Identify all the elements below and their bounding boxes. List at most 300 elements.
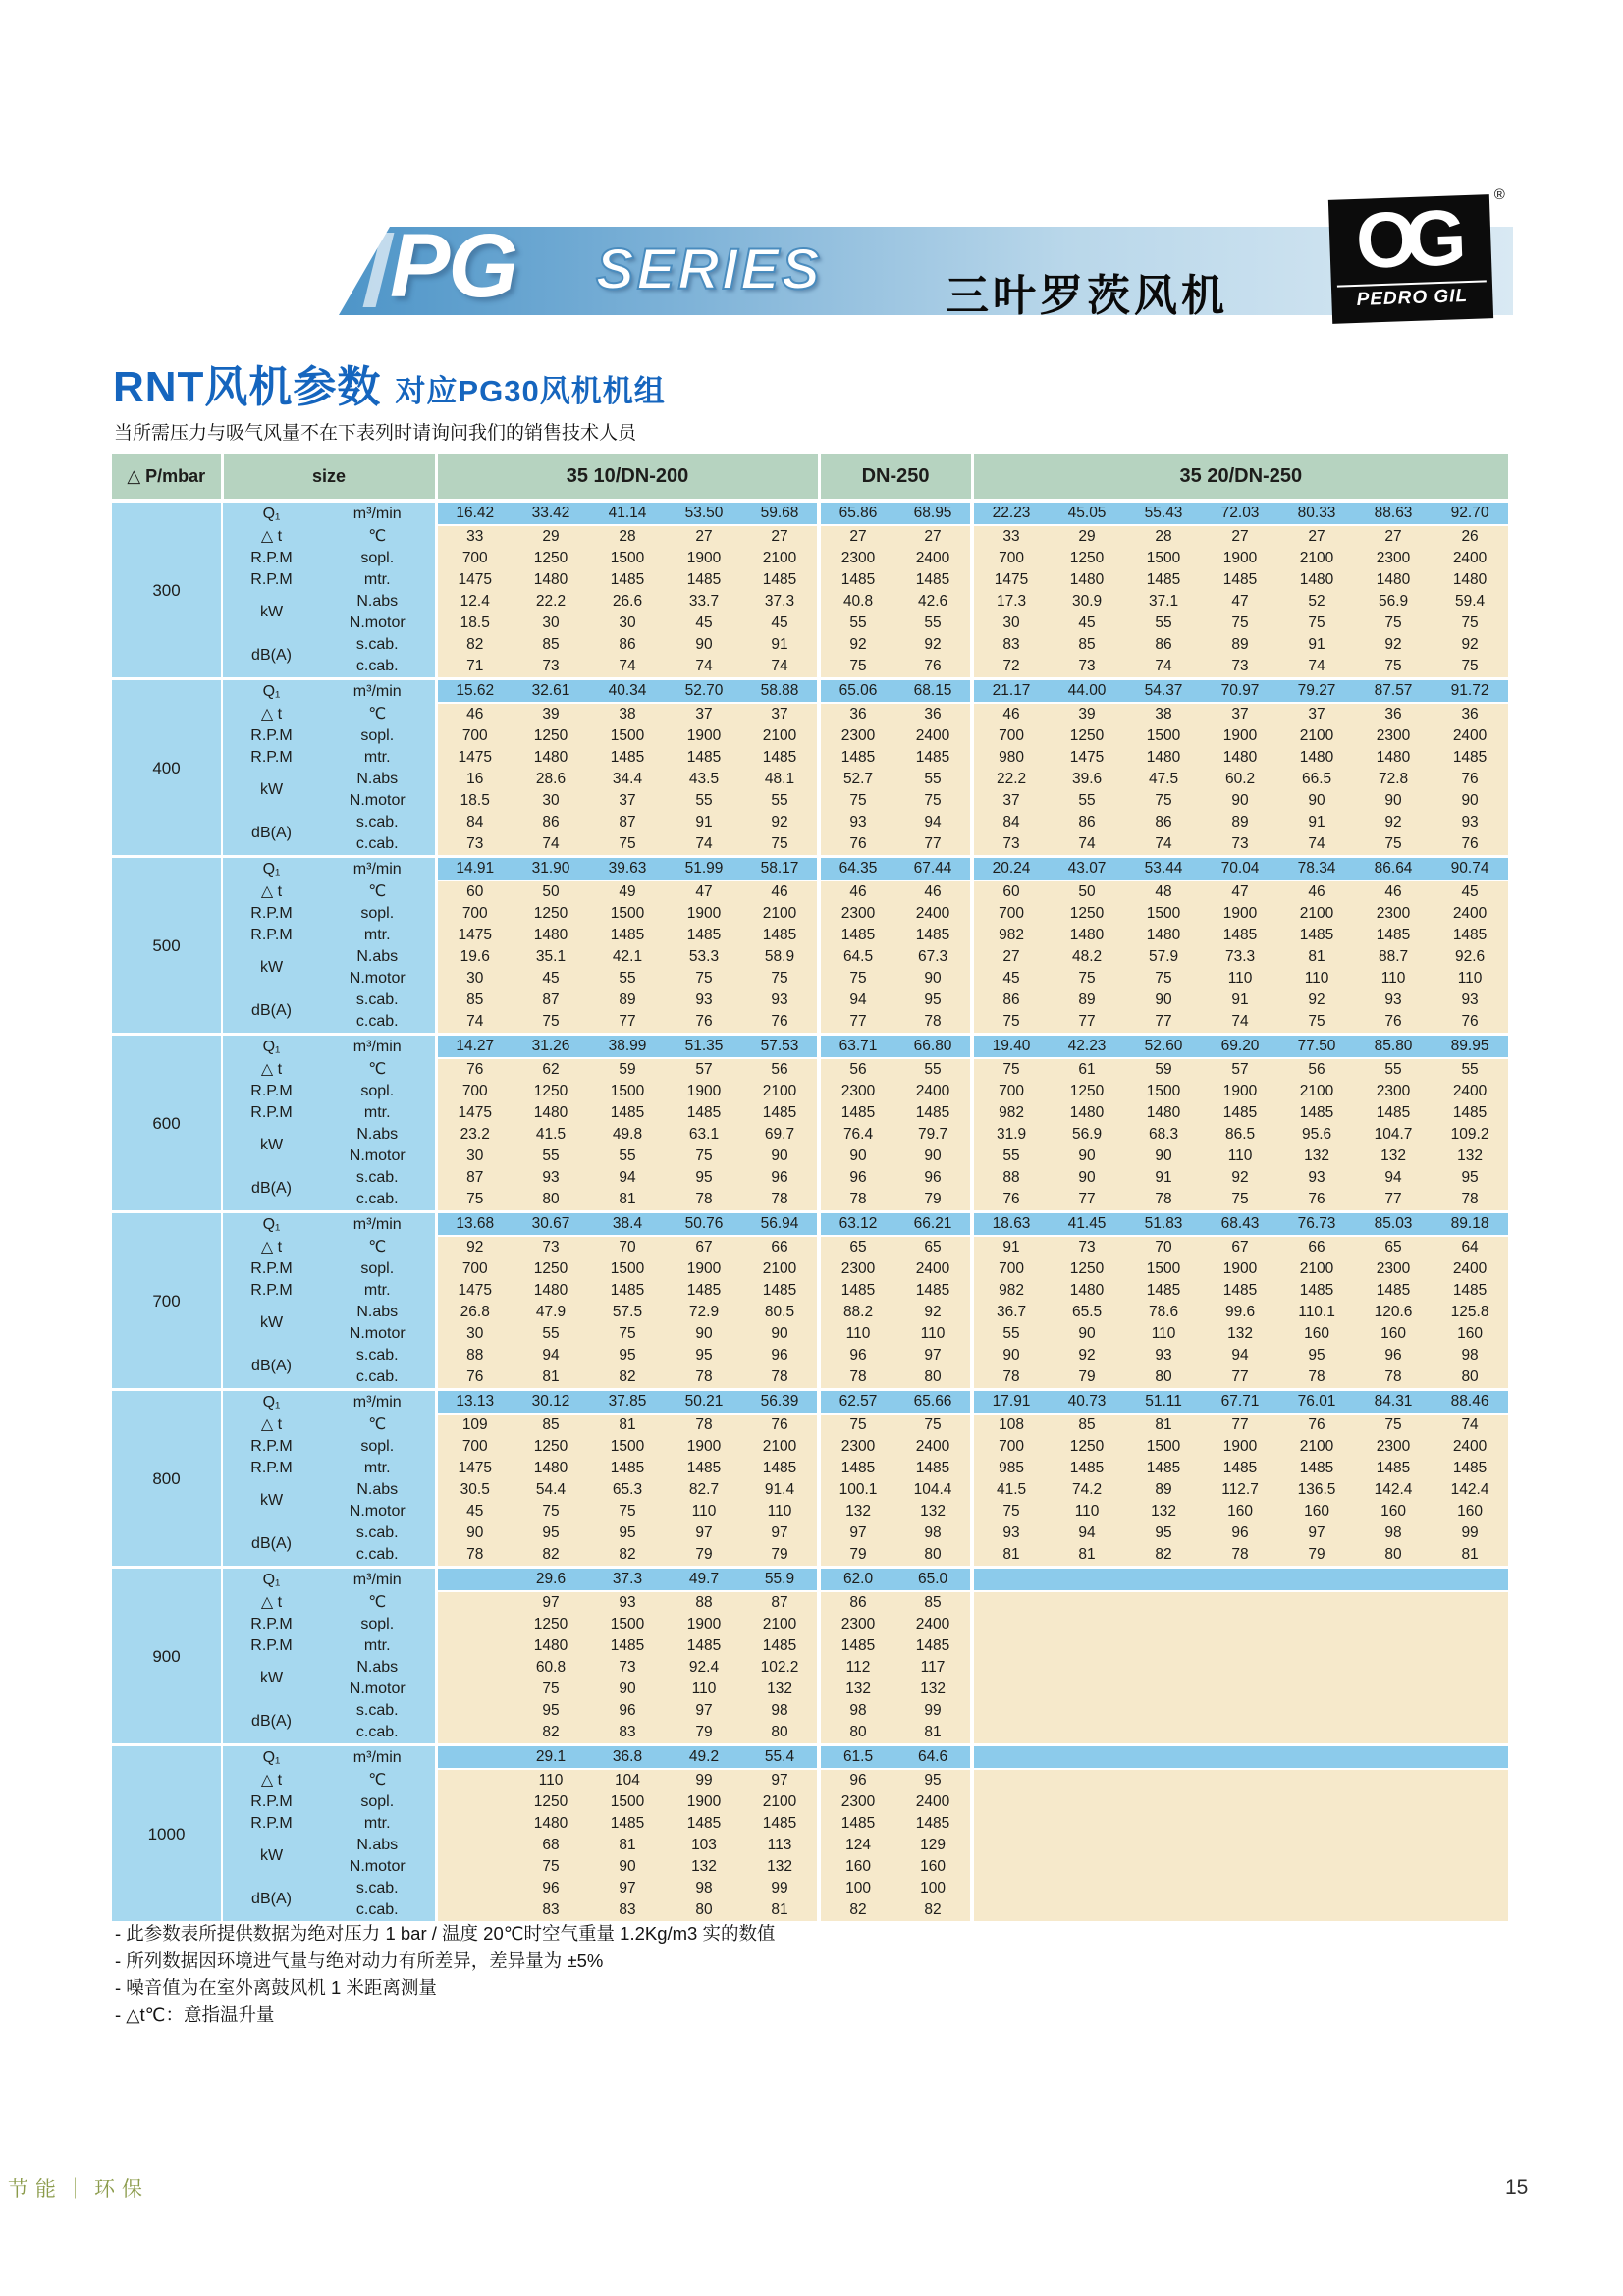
data-cell: 27 <box>1202 525 1278 548</box>
data-cell: 1250 <box>1049 1436 1125 1458</box>
data-cell: 31.9 <box>972 1124 1049 1146</box>
data-cell: 2100 <box>742 1791 819 1813</box>
data-cell: 46 <box>895 881 972 903</box>
data-cell: 985 <box>972 1458 1049 1479</box>
data-cell: 49.8 <box>589 1124 666 1146</box>
data-cell: 1480 <box>1355 569 1432 591</box>
data-cell: 980 <box>972 747 1049 769</box>
q1-cell: 90.74 <box>1432 857 1508 881</box>
data-cell: 73 <box>589 1657 666 1679</box>
param-label: R.P.M <box>222 1813 320 1835</box>
data-cell: 70 <box>1125 1236 1202 1258</box>
data-cell: 74 <box>1278 833 1355 857</box>
table-row <box>112 747 1508 769</box>
data-cell: 85 <box>513 634 589 656</box>
data-cell: 91 <box>1278 812 1355 833</box>
data-cell <box>1202 1899 1278 1921</box>
data-cell: 1485 <box>1125 1280 1202 1302</box>
data-cell: 58.9 <box>742 946 819 968</box>
data-cell <box>436 1635 513 1657</box>
data-cell <box>972 1679 1049 1700</box>
data-cell: 78 <box>895 1011 972 1035</box>
data-cell: 75 <box>513 1856 589 1878</box>
data-cell <box>1355 1679 1432 1700</box>
data-cell: 81 <box>589 1414 666 1436</box>
data-cell: 1480 <box>513 1813 589 1835</box>
data-cell: 74 <box>1049 833 1125 857</box>
data-cell: 87 <box>513 989 589 1011</box>
unit-label: ℃ <box>320 525 436 548</box>
table-row <box>112 1058 1508 1081</box>
q1-cell: 52.70 <box>666 679 742 704</box>
data-cell: 60 <box>972 881 1049 903</box>
param-label: △ t <box>222 1769 320 1791</box>
data-cell <box>1202 1700 1278 1722</box>
data-cell: 76 <box>1278 1189 1355 1212</box>
data-cell: 97 <box>666 1700 742 1722</box>
data-cell: 47.5 <box>1125 769 1202 790</box>
data-cell: 2400 <box>895 1081 972 1102</box>
data-cell: 82 <box>1125 1544 1202 1568</box>
data-cell: 99 <box>895 1700 972 1722</box>
data-cell <box>1202 1591 1278 1614</box>
data-cell: 78 <box>1125 1189 1202 1212</box>
q1-cell: 51.11 <box>1125 1390 1202 1415</box>
table-row <box>112 1835 1508 1856</box>
data-cell: 57 <box>1202 1058 1278 1081</box>
data-cell: 1500 <box>589 1614 666 1635</box>
data-cell: 78 <box>1202 1544 1278 1568</box>
data-cell: 96 <box>1202 1522 1278 1544</box>
param-label: kW <box>222 1124 320 1167</box>
q1-cell <box>1278 1745 1355 1770</box>
data-cell: 87 <box>589 812 666 833</box>
data-cell: 95 <box>1432 1167 1508 1189</box>
data-cell: 68 <box>513 1835 589 1856</box>
data-cell: 2100 <box>1278 548 1355 569</box>
data-cell <box>972 1657 1049 1679</box>
data-cell: 46 <box>742 881 819 903</box>
table-row <box>112 946 1508 968</box>
q1-cell: 91.72 <box>1432 679 1508 704</box>
q1-cell: 29.6 <box>513 1568 589 1592</box>
pressure-block-500 <box>112 857 1508 1035</box>
q1-cell: 64.35 <box>819 857 895 881</box>
data-cell <box>972 1856 1049 1878</box>
data-cell: 77 <box>589 1011 666 1035</box>
parameter-table-wrap <box>112 454 1508 1921</box>
q1-cell: 56.39 <box>742 1390 819 1415</box>
q1-cell: 22.23 <box>972 501 1049 525</box>
q1-cell: 51.35 <box>666 1035 742 1059</box>
data-cell <box>1432 1813 1508 1835</box>
data-cell: 88 <box>972 1167 1049 1189</box>
q1-cell: 65.0 <box>895 1568 972 1592</box>
unit-label: sopl. <box>320 1791 436 1813</box>
data-cell: 142.4 <box>1432 1479 1508 1501</box>
data-cell: 90 <box>666 1323 742 1345</box>
table-row <box>112 548 1508 569</box>
data-cell <box>436 1813 513 1835</box>
data-cell: 27 <box>895 525 972 548</box>
data-cell: 72.8 <box>1355 769 1432 790</box>
data-cell: 132 <box>742 1679 819 1700</box>
data-cell: 90 <box>1049 1146 1125 1167</box>
data-cell: 47.9 <box>513 1302 589 1323</box>
data-cell: 1250 <box>513 903 589 925</box>
data-cell <box>972 1813 1049 1835</box>
data-cell: 81 <box>1049 1544 1125 1568</box>
data-cell: 26.6 <box>589 591 666 613</box>
data-cell <box>1049 1700 1125 1722</box>
data-cell: 75 <box>895 1414 972 1436</box>
data-cell: 94 <box>1202 1345 1278 1366</box>
unit-label: c.cab. <box>320 1366 436 1390</box>
data-cell: 110 <box>1278 968 1355 989</box>
unit-label: s.cab. <box>320 989 436 1011</box>
data-cell: 78 <box>972 1366 1049 1390</box>
data-cell <box>436 1591 513 1614</box>
data-cell: 30.5 <box>436 1479 513 1501</box>
param-label: △ t <box>222 1591 320 1614</box>
data-cell: 47 <box>1202 591 1278 613</box>
data-cell: 37 <box>589 790 666 812</box>
data-cell: 27 <box>742 525 819 548</box>
data-cell: 80 <box>895 1544 972 1568</box>
param-label: Q₁ <box>222 1568 320 1592</box>
unit-label: ℃ <box>320 881 436 903</box>
data-cell: 2300 <box>819 1436 895 1458</box>
footer-slogan-energy: 节能 <box>8 2178 63 2201</box>
param-label: dB(A) <box>222 1167 320 1212</box>
table-row <box>112 1081 1508 1102</box>
q1-cell: 14.27 <box>436 1035 513 1059</box>
data-cell: 75 <box>513 1679 589 1700</box>
table-row <box>112 613 1508 634</box>
data-cell: 89 <box>1125 1479 1202 1501</box>
data-cell: 2400 <box>895 1258 972 1280</box>
data-cell: 39 <box>513 703 589 725</box>
q1-cell: 68.15 <box>895 679 972 704</box>
data-cell: 97 <box>1278 1522 1355 1544</box>
page-title: RNT风机参数 <box>113 363 382 411</box>
table-row <box>112 1544 1508 1568</box>
unit-label: N.motor <box>320 790 436 812</box>
param-label: kW <box>222 1657 320 1700</box>
data-cell <box>1125 1878 1202 1899</box>
data-cell: 80 <box>666 1899 742 1921</box>
param-label: kW <box>222 946 320 989</box>
data-cell: 2400 <box>895 1614 972 1635</box>
q1-cell: 49.2 <box>666 1745 742 1770</box>
data-cell <box>1202 1835 1278 1856</box>
data-cell: 81 <box>1278 946 1355 968</box>
data-cell: 1250 <box>513 1436 589 1458</box>
q1-cell: 56.94 <box>742 1212 819 1237</box>
data-cell <box>1355 1657 1432 1679</box>
data-cell: 76 <box>819 833 895 857</box>
table-row <box>112 1102 1508 1124</box>
data-cell: 77 <box>1202 1414 1278 1436</box>
q1-cell: 66.80 <box>895 1035 972 1059</box>
data-cell: 75 <box>1355 656 1432 679</box>
data-cell: 28.6 <box>513 769 589 790</box>
q1-cell: 51.99 <box>666 857 742 881</box>
data-cell: 90 <box>1049 1323 1125 1345</box>
unit-label: N.abs <box>320 1124 436 1146</box>
table-row <box>112 1791 1508 1813</box>
page-number: 15 <box>1505 2176 1529 2199</box>
param-label: R.P.M <box>222 1280 320 1302</box>
unit-label: mtr. <box>320 925 436 946</box>
pressure-value: 600 <box>112 1035 222 1212</box>
data-cell: 75 <box>513 1011 589 1035</box>
data-cell: 1480 <box>513 925 589 946</box>
data-cell: 117 <box>895 1657 972 1679</box>
data-cell: 90 <box>1432 790 1508 812</box>
data-cell: 53.3 <box>666 946 742 968</box>
data-cell: 132 <box>1432 1146 1508 1167</box>
data-cell: 30 <box>436 1146 513 1167</box>
data-cell: 75 <box>436 1189 513 1212</box>
param-label: Q₁ <box>222 857 320 881</box>
data-cell: 94 <box>1049 1522 1125 1544</box>
data-cell: 75 <box>1202 1189 1278 1212</box>
data-cell: 30 <box>972 613 1049 634</box>
q1-cell: 40.73 <box>1049 1390 1125 1415</box>
q1-cell: 89.95 <box>1432 1035 1508 1059</box>
pressure-block-600 <box>112 1035 1508 1212</box>
data-cell <box>972 1700 1049 1722</box>
title-row <box>113 351 666 414</box>
data-cell <box>1049 1878 1125 1899</box>
data-cell: 95 <box>589 1345 666 1366</box>
param-label: R.P.M <box>222 548 320 569</box>
q1-cell: 49.7 <box>666 1568 742 1592</box>
data-cell: 75 <box>972 1058 1049 1081</box>
data-cell: 75 <box>1125 790 1202 812</box>
data-cell: 12.4 <box>436 591 513 613</box>
data-cell: 1485 <box>895 1813 972 1835</box>
data-cell: 1250 <box>1049 1081 1125 1102</box>
data-cell: 77 <box>1355 1189 1432 1212</box>
param-label: △ t <box>222 1414 320 1436</box>
data-cell: 1485 <box>742 569 819 591</box>
data-cell: 109.2 <box>1432 1124 1508 1146</box>
q1-cell: 79.27 <box>1278 679 1355 704</box>
q1-cell: 29.1 <box>513 1745 589 1770</box>
data-cell <box>1432 1856 1508 1878</box>
q1-cell: 21.17 <box>972 679 1049 704</box>
data-cell: 1480 <box>513 747 589 769</box>
data-cell: 1485 <box>666 1458 742 1479</box>
table-row <box>112 1280 1508 1302</box>
data-cell: 75 <box>1049 968 1125 989</box>
q1-cell: 38.4 <box>589 1212 666 1237</box>
data-cell: 1485 <box>1278 1280 1355 1302</box>
data-cell: 36 <box>1355 703 1432 725</box>
data-cell: 109 <box>436 1414 513 1436</box>
header-section-1: 35 10/DN-200 <box>436 454 819 501</box>
data-cell: 75 <box>1202 613 1278 634</box>
data-cell: 2300 <box>1355 725 1432 747</box>
data-cell: 16 <box>436 769 513 790</box>
data-cell: 91 <box>1278 634 1355 656</box>
data-cell: 2300 <box>819 1791 895 1813</box>
unit-label: N.motor <box>320 1856 436 1878</box>
data-cell: 92.4 <box>666 1657 742 1679</box>
data-cell: 1900 <box>666 725 742 747</box>
table-row <box>112 1614 1508 1635</box>
data-cell <box>436 1722 513 1745</box>
data-cell <box>972 1614 1049 1635</box>
q1-cell: 86.64 <box>1355 857 1432 881</box>
data-cell: 77 <box>1125 1011 1202 1035</box>
data-cell: 700 <box>972 1436 1049 1458</box>
table-row <box>112 1124 1508 1146</box>
data-cell: 92 <box>1278 989 1355 1011</box>
data-cell: 75 <box>819 790 895 812</box>
data-cell: 81 <box>895 1722 972 1745</box>
data-cell: 90 <box>895 1146 972 1167</box>
data-cell: 1475 <box>436 1458 513 1479</box>
data-cell: 80 <box>513 1189 589 1212</box>
data-cell: 72.9 <box>666 1302 742 1323</box>
table-row <box>112 525 1508 548</box>
q1-cell: 13.13 <box>436 1390 513 1415</box>
data-cell: 46 <box>1355 881 1432 903</box>
data-cell <box>1049 1769 1125 1791</box>
data-cell: 54.4 <box>513 1479 589 1501</box>
data-cell: 26 <box>1432 525 1508 548</box>
data-cell: 96 <box>742 1345 819 1366</box>
data-cell: 1250 <box>1049 725 1125 747</box>
data-cell: 700 <box>972 1258 1049 1280</box>
param-label: dB(A) <box>222 1700 320 1745</box>
data-cell: 129 <box>895 1835 972 1856</box>
registered-trademark-icon: ® <box>1493 186 1505 203</box>
pressure-value: 300 <box>112 501 222 679</box>
data-cell: 2400 <box>1432 903 1508 925</box>
data-cell: 160 <box>895 1856 972 1878</box>
data-cell: 81 <box>1125 1414 1202 1436</box>
data-cell: 75 <box>1278 613 1355 634</box>
table-row <box>112 1479 1508 1501</box>
data-cell: 98 <box>819 1700 895 1722</box>
unit-label: N.abs <box>320 946 436 968</box>
data-cell: 37 <box>666 703 742 725</box>
q1-cell: 13.68 <box>436 1212 513 1237</box>
data-cell: 46 <box>972 703 1049 725</box>
unit-label: ℃ <box>320 703 436 725</box>
param-label: △ t <box>222 881 320 903</box>
data-cell: 2400 <box>895 1791 972 1813</box>
data-cell: 95.6 <box>1278 1124 1355 1146</box>
data-cell: 700 <box>436 903 513 925</box>
data-cell: 1485 <box>589 1458 666 1479</box>
data-cell: 125.8 <box>1432 1302 1508 1323</box>
q1-cell: 77.50 <box>1278 1035 1355 1059</box>
unit-label: s.cab. <box>320 634 436 656</box>
pressure-value: 700 <box>112 1212 222 1390</box>
unit-label: c.cab. <box>320 833 436 857</box>
data-cell: 78 <box>436 1544 513 1568</box>
q1-cell: 62.57 <box>819 1390 895 1415</box>
data-cell: 110 <box>742 1501 819 1522</box>
data-cell: 1480 <box>1125 925 1202 946</box>
data-cell: 112 <box>819 1657 895 1679</box>
data-cell <box>1202 1657 1278 1679</box>
data-cell: 81 <box>589 1835 666 1856</box>
data-cell: 46 <box>436 703 513 725</box>
banner-product-name: 三叶罗茨风机 <box>946 272 1228 320</box>
unit-label: sopl. <box>320 903 436 925</box>
data-cell: 69.7 <box>742 1124 819 1146</box>
data-cell: 50 <box>513 881 589 903</box>
data-cell: 1485 <box>1432 1102 1508 1124</box>
unit-label: N.abs <box>320 591 436 613</box>
data-cell: 86 <box>1125 634 1202 656</box>
unit-label: m³/min <box>320 679 436 704</box>
data-cell: 28 <box>589 525 666 548</box>
table-row <box>112 925 1508 946</box>
data-cell: 78 <box>666 1189 742 1212</box>
data-cell: 98 <box>1355 1522 1432 1544</box>
q1-cell: 66.21 <box>895 1212 972 1237</box>
data-cell: 30 <box>513 790 589 812</box>
data-cell <box>1278 1679 1355 1700</box>
data-cell: 96 <box>589 1700 666 1722</box>
data-cell <box>1125 1700 1202 1722</box>
unit-label: mtr. <box>320 1813 436 1835</box>
data-cell: 132 <box>1278 1146 1355 1167</box>
data-cell: 1485 <box>1355 1102 1432 1124</box>
unit-label: sopl. <box>320 1436 436 1458</box>
data-cell: 700 <box>436 1081 513 1102</box>
data-cell: 75 <box>666 1146 742 1167</box>
data-cell: 1485 <box>1355 1458 1432 1479</box>
data-cell: 73 <box>1202 656 1278 679</box>
data-cell: 97 <box>513 1591 589 1614</box>
data-cell: 132 <box>895 1501 972 1522</box>
data-cell: 66 <box>742 1236 819 1258</box>
data-cell <box>1432 1899 1508 1921</box>
data-cell <box>972 1722 1049 1745</box>
q1-cell <box>1432 1745 1508 1770</box>
data-cell: 96 <box>513 1878 589 1899</box>
data-cell: 91 <box>742 634 819 656</box>
data-cell: 61 <box>1049 1058 1125 1081</box>
data-cell <box>972 1835 1049 1856</box>
page-title-suffix: 对应PG30风机机组 <box>395 374 666 408</box>
data-cell: 124 <box>819 1835 895 1856</box>
data-cell: 80 <box>1432 1366 1508 1390</box>
data-cell: 82 <box>819 1899 895 1921</box>
data-cell: 92 <box>819 634 895 656</box>
data-cell: 90 <box>742 1323 819 1345</box>
data-cell: 74 <box>589 656 666 679</box>
data-cell: 160 <box>819 1856 895 1878</box>
data-cell: 95 <box>1278 1345 1355 1366</box>
data-cell: 56 <box>742 1058 819 1081</box>
pressure-value: 400 <box>112 679 222 857</box>
data-cell: 90 <box>819 1146 895 1167</box>
q1-cell: 54.37 <box>1125 679 1202 704</box>
data-cell: 95 <box>666 1345 742 1366</box>
data-cell: 89 <box>589 989 666 1011</box>
data-cell <box>1432 1722 1508 1745</box>
table-row <box>112 812 1508 833</box>
